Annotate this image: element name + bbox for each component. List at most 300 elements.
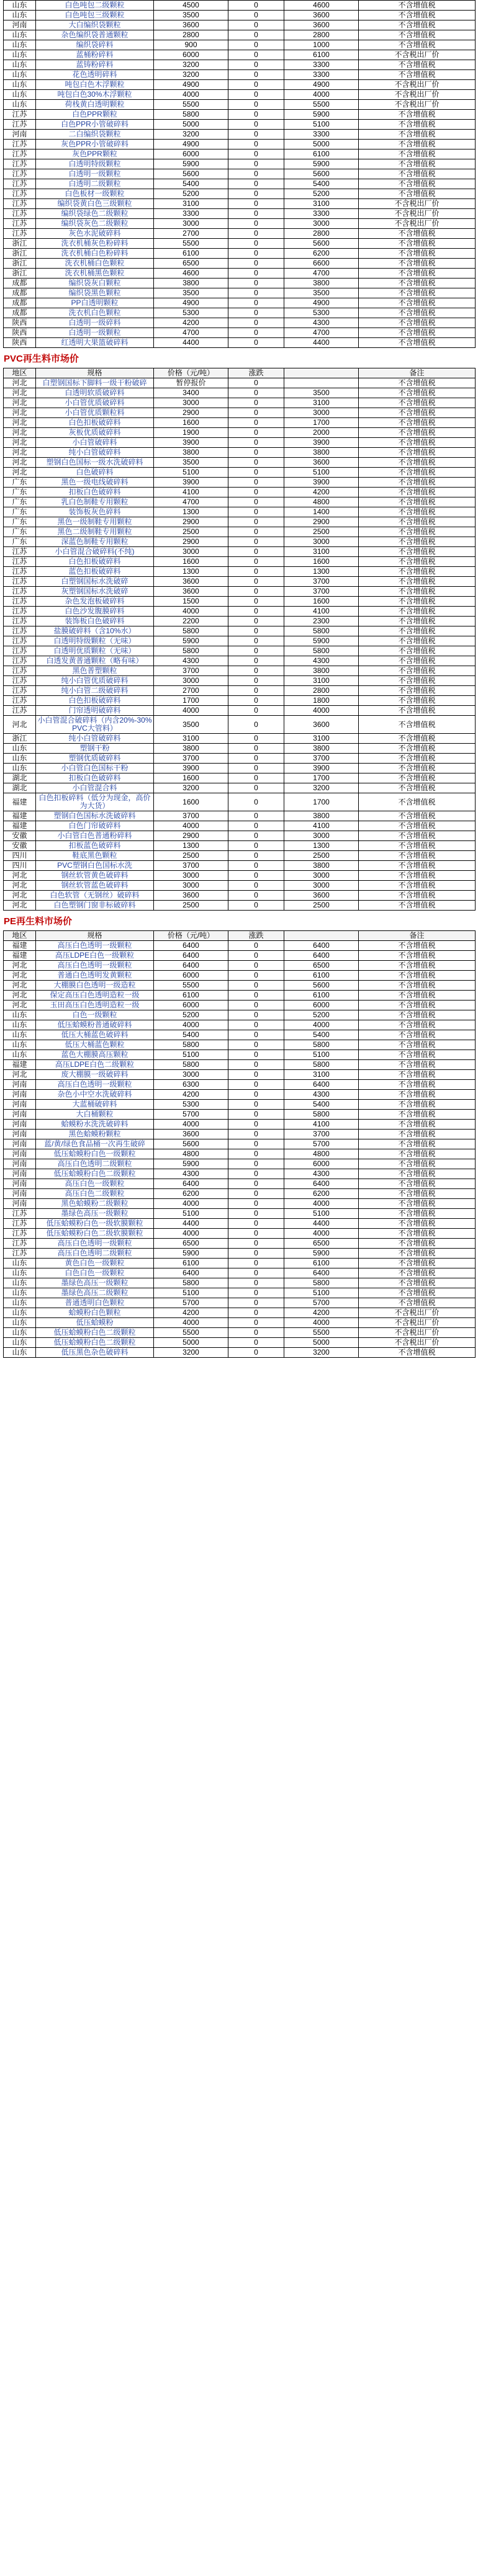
table-cell: 3700 [284,754,359,764]
table-cell: 1300 [154,567,228,577]
table-cell: 5400 [154,1030,228,1040]
table-cell: 不含增值税 [359,881,476,891]
table-cell: 3500 [284,388,359,398]
table-cell: 5800 [284,1040,359,1050]
table-cell: 不含增值税 [359,70,476,80]
table-row [4,1070,476,1080]
table-row [4,991,476,1001]
table-cell: 0 [228,666,284,676]
table-cell: 河北 [4,418,36,428]
table-cell: 不含增值税 [359,871,476,881]
table-row [4,1050,476,1060]
table-cell: 1600 [154,793,228,811]
table-cell: 成都 [4,308,36,318]
table-cell: 高压白色透明一级颗粒 [36,1080,154,1090]
table-cell: 不含增值税 [359,279,476,288]
table-row [4,1090,476,1100]
table-cell: 不含增值税 [359,547,476,557]
table-cell: 高压LDPE白色二级颗粒 [36,1060,154,1070]
table-cell: 3600 [284,20,359,30]
table-cell: 3300 [284,70,359,80]
table-cell: 不含增值税 [359,783,476,793]
table-cell: 3700 [154,666,228,676]
table-cell: 3800 [154,448,228,458]
table-cell: 不含税出厂价 [359,50,476,60]
table-row [4,239,476,249]
table-cell: 4000 [154,90,228,100]
table-cell: 不含增值税 [359,1209,476,1219]
table-cell: 5800 [154,1040,228,1050]
table-cell: 不含增值税 [359,1169,476,1179]
table-cell: 江苏 [4,199,36,209]
table-cell: 福建 [4,811,36,821]
table-cell: 成都 [4,288,36,298]
table-row [4,269,476,279]
table-cell: 1600 [284,557,359,567]
table-row [4,140,476,149]
table-cell: 不含增值税 [359,189,476,199]
table-cell: 4000 [284,706,359,716]
table-cell: 3800 [284,666,359,676]
table-cell: 门帘透明破碎料 [36,706,154,716]
table-cell: 不含增值税 [359,458,476,468]
table-cell: 5900 [154,1249,228,1259]
table-row [4,478,476,488]
table-cell: 0 [228,537,284,547]
table-cell: 不含增值税 [359,646,476,656]
table-cell: 不含增值税 [359,1070,476,1080]
table-row [4,686,476,696]
table-cell: 不含增值税 [359,1189,476,1199]
table-cell: 不含增值税 [359,851,476,861]
table-cell: 0 [228,1120,284,1130]
table-cell: 3800 [284,861,359,871]
table-cell: 小白管混合破碎料(不纯) [36,547,154,557]
table-cell: 高压LDPE白色一级颗粒 [36,951,154,961]
table-cell: 江苏 [4,189,36,199]
table-cell: 4200 [154,1308,228,1318]
table-cell: 福建 [4,1060,36,1070]
table-cell: 不含增值税 [359,1149,476,1159]
table-cell: 不含增值税 [359,1139,476,1149]
table-cell: 5600 [284,169,359,179]
table-cell: 3900 [154,764,228,773]
table-cell: 纯小白管二级破碎料 [36,686,154,696]
table-cell: 河南 [4,1090,36,1100]
table-cell: 3700 [284,577,359,587]
table-cell: 6200 [284,249,359,259]
table-cell: 0 [228,1040,284,1050]
table-cell: 不含增值税 [359,438,476,448]
table-cell: 5800 [154,626,228,636]
table-cell: 3200 [154,783,228,793]
table-cell: 不含增值税 [359,537,476,547]
table-cell: 浙江 [4,269,36,279]
table-cell: 0 [228,951,284,961]
table-row [4,298,476,308]
table-cell: 0 [228,488,284,497]
table-row [4,408,476,418]
table-cell [284,378,359,388]
table-cell: 3500 [154,11,228,20]
table-cell: 0 [228,418,284,428]
table-cell: 不含增值税 [359,40,476,50]
table-cell: 不含增值税 [359,1249,476,1259]
table-cell: 不含增值税 [359,179,476,189]
table-cell: 小白管破碎料 [36,438,154,448]
table-cell: 0 [228,11,284,20]
table-cell: 0 [228,279,284,288]
table-cell: 灰色水泥破碎料 [36,229,154,239]
table-cell: 0 [228,527,284,537]
table-cell: 0 [228,1189,284,1199]
table-cell: 3600 [154,20,228,30]
table-cell: 不含增值税 [359,1268,476,1278]
table-cell: 塑钢干粉 [36,744,154,754]
table-cell: 6200 [154,1189,228,1199]
table-cell: 4600 [154,269,228,279]
table-row [4,527,476,537]
table-cell: 2000 [284,428,359,438]
table-cell: 河北 [4,468,36,478]
table-cell: 4000 [154,1229,228,1239]
table-cell: 白透发黄普通颗粒（略有味） [36,656,154,666]
table-cell: 江苏 [4,1249,36,1259]
table-cell: 1000 [284,40,359,50]
table-cell: 江苏 [4,636,36,646]
table-cell: 3000 [154,547,228,557]
table-cell: 不含增值税 [359,567,476,577]
table-cell: 2900 [154,408,228,418]
table-cell: 不含增值税 [359,636,476,646]
table-row [4,773,476,783]
table-cell: 0 [228,861,284,871]
table-cell: 不含增值税 [359,229,476,239]
table-cell: 6100 [284,1259,359,1268]
table-row [4,831,476,841]
table-cell: 废大棚膜一级破碎料 [36,1070,154,1080]
table-cell: 6500 [154,1239,228,1249]
table-cell: 不含税出厂价 [359,80,476,90]
table-cell: 2900 [154,537,228,547]
table-cell: 不含增值税 [359,488,476,497]
table-cell: 不含增值税 [359,1288,476,1298]
table-cell: 河南 [4,1080,36,1090]
table-cell: 5100 [154,1209,228,1219]
table-cell: 3400 [154,388,228,398]
table-cell: 0 [228,1080,284,1090]
table-row [4,1268,476,1278]
table-cell: 0 [228,831,284,841]
table-cell: 6100 [154,249,228,259]
table-cell: 不含增值税 [359,1229,476,1239]
table-cell: 3200 [154,130,228,140]
table-cell: 不含增值税 [359,1259,476,1268]
table-cell: 4700 [284,328,359,338]
table-row [4,189,476,199]
table-row [4,981,476,991]
table-cell: 白透明特级颗粒 [36,159,154,169]
table-cell: 纯小白管破碎料 [36,448,154,458]
table-cell: 江苏 [4,120,36,130]
table-cell: 0 [228,851,284,861]
table-cell: 4000 [154,1318,228,1328]
price-section [0,348,478,911]
table-cell: 河北 [4,398,36,408]
table-cell: 3500 [284,288,359,298]
table-cell: 6400 [154,961,228,971]
table-cell: 不含增值税 [359,676,476,686]
table-cell: 河北 [4,448,36,458]
table-cell: 不含增值税 [359,1001,476,1010]
table-cell: 0 [228,1001,284,1010]
table-cell: 墨绿色高压一级颗粒 [36,1209,154,1219]
table-cell: 0 [228,1278,284,1288]
table-cell: 4200 [154,318,228,328]
table-cell: 蓝色大棚膜高压颗粒 [36,1050,154,1060]
table-cell: 6400 [284,1179,359,1189]
table-cell: 浙江 [4,734,36,744]
table-cell: 黑色一级电线破碎料 [36,478,154,488]
table-cell: 黑色二级制鞋专用颗粒 [36,527,154,537]
table-cell: 0 [228,706,284,716]
table-cell: 0 [228,1229,284,1239]
table-row [4,1010,476,1020]
table-cell: 江苏 [4,159,36,169]
table-cell: 黑色普塑颗粒 [36,666,154,676]
table-cell: 3600 [284,716,359,734]
table-cell: 6000 [284,1159,359,1169]
table-cell: 河北 [4,378,36,388]
table-cell: 4800 [284,1149,359,1159]
table-cell: 6400 [284,1080,359,1090]
table-cell: 6100 [154,991,228,1001]
table-cell: 低压蛤蟆粉白色二级颗粒 [36,1169,154,1179]
table-row [4,696,476,706]
table-cell: 1600 [154,418,228,428]
table-cell: 钢丝软管蓝色破碎料 [36,881,154,891]
table-cell: 不含增值税 [359,338,476,348]
table-cell: 不含增值税 [359,1100,476,1110]
table-cell: 3700 [154,754,228,764]
table-row [4,418,476,428]
table-cell: 0 [228,179,284,189]
table-cell: 杂色编织袋普通颗粒 [36,30,154,40]
table-cell: 江苏 [4,179,36,189]
table-cell: 不含增值税 [359,831,476,841]
table-cell: 不含增值税 [359,1219,476,1229]
table-cell: 5500 [154,981,228,991]
table-cell: 4300 [284,318,359,328]
table-row [4,716,476,734]
table-row [4,1130,476,1139]
table-row [4,617,476,626]
table-cell: 山东 [4,1308,36,1318]
table-cell: 不含增值税 [359,30,476,40]
table-cell: 0 [228,1020,284,1030]
table-cell: 白透明二级颗粒 [36,179,154,189]
table-cell: 1600 [154,557,228,567]
table-row [4,656,476,666]
table-cell: 山东 [4,1328,36,1338]
table-cell: 不含增值税 [359,1110,476,1120]
table-cell: 江苏 [4,676,36,686]
table-cell: 3200 [284,783,359,793]
table-row [4,288,476,298]
table-cell: 0 [228,1060,284,1070]
table-cell: 6000 [154,971,228,981]
price-section [0,911,478,1358]
table-cell: 扣板蓝色破碎料 [36,841,154,851]
column-header: 价格（元/吨） [154,931,228,941]
table-cell: 荷栈黄白透明颗粒 [36,100,154,110]
table-cell: 河南 [4,1169,36,1179]
table-cell: 0 [228,1149,284,1159]
table-cell: 不含增值税 [359,527,476,537]
table-cell: 0 [228,881,284,891]
table-cell: 山东 [4,1268,36,1278]
table-cell: 5100 [284,1050,359,1060]
table-cell: 江苏 [4,1239,36,1249]
table-row [4,1159,476,1169]
table-row [4,120,476,130]
table-cell: 4000 [154,607,228,617]
table-cell: 江苏 [4,587,36,597]
table-cell: 0 [228,686,284,696]
table-row [4,259,476,269]
table-cell: 5200 [284,1010,359,1020]
table-row [4,764,476,773]
table-cell: 福建 [4,821,36,831]
table-row [4,1149,476,1159]
column-header [284,368,359,378]
table-row [4,1179,476,1189]
table-cell: 不含增值税 [359,398,476,408]
table-cell: 大蓝桶破碎料 [36,1100,154,1110]
table-cell: 6400 [284,941,359,951]
table-cell: 江苏 [4,607,36,617]
table-cell: 河南 [4,1159,36,1169]
table-cell: 高压白色一级颗粒 [36,1179,154,1189]
table-row [4,851,476,861]
table-row [4,110,476,120]
table-row [4,1328,476,1338]
table-cell: 5100 [284,120,359,130]
table-cell: 0 [228,448,284,458]
table-cell: 不含增值税 [359,991,476,1001]
table-cell: 0 [228,30,284,40]
table-row [4,1308,476,1318]
table-row [4,1020,476,1030]
table-cell: 0 [228,646,284,656]
table-cell: 3100 [284,398,359,408]
table-cell: 河南 [4,1120,36,1130]
table-cell: 不含增值税 [359,764,476,773]
table-cell: 0 [228,656,284,666]
table-cell: 5800 [154,646,228,656]
table-cell: 1300 [284,567,359,577]
table-cell: 河南 [4,1110,36,1120]
table-cell: 低压黑色杂色破碎料 [36,1348,154,1358]
table-row [4,793,476,811]
table-cell: 不含增值税 [359,110,476,120]
table-cell: 不含增值税 [359,20,476,30]
table-cell: 3200 [154,1348,228,1358]
table-cell: 白色扣板破碎料 [36,418,154,428]
table-cell: 4400 [284,1219,359,1229]
table-cell: 蛤蟆粉水洗洗破碎料 [36,1120,154,1130]
table-cell: 3200 [284,1348,359,1358]
table-cell: 不含增值税 [359,981,476,991]
table-cell: 6000 [154,149,228,159]
table-cell: 2800 [284,229,359,239]
table-cell: 江苏 [4,229,36,239]
table-cell: 不含增值税 [359,239,476,249]
table-cell: 蓝色扣板破碎料 [36,567,154,577]
table-cell: 1300 [284,841,359,851]
table-cell: 不含增值税 [359,744,476,754]
table-cell: 0 [228,1239,284,1249]
table-cell: 不含增值税 [359,149,476,159]
table-cell: 不含增值税 [359,249,476,259]
table-row [4,557,476,567]
table-row [4,1209,476,1219]
table-cell: 塑钢白色国标一级水洗破碎料 [36,458,154,468]
table-row [4,428,476,438]
table-cell: 0 [228,1139,284,1149]
table-cell: 山东 [4,744,36,754]
table-cell: 不含增值税 [359,468,476,478]
table-cell: 高压白色透明二级颗粒 [36,1249,154,1259]
table-cell: 河北 [4,428,36,438]
table-cell: 白色吨包三级颗粒 [36,11,154,20]
table-cell: 3700 [284,1130,359,1139]
table-cell: 5200 [154,1010,228,1020]
table-cell: 江苏 [4,1209,36,1219]
table-cell: 浙江 [4,239,36,249]
column-header: 涨跌 [228,931,284,941]
table-cell: 装饰板白色破碎料 [36,617,154,626]
table-cell: 山东 [4,1050,36,1060]
table-cell: 白透明软质破碎料 [36,388,154,398]
table-cell: 不含增值税 [359,1278,476,1288]
table-row [4,607,476,617]
table-cell: 江苏 [4,706,36,716]
table-cell: 白塑钢国标下脚料一级干粉破碎 [36,378,154,388]
table-row [4,199,476,209]
table-cell: 0 [228,1259,284,1268]
table-cell: 江苏 [4,557,36,567]
table-cell: 2300 [284,617,359,626]
table-cell: 6100 [284,149,359,159]
table-cell: 0 [228,497,284,507]
table-cell: 低压蛤蟆粉白色二级颗粒 [36,1328,154,1338]
table-cell: 0 [228,1328,284,1338]
column-header: 规格 [36,931,154,941]
table-cell: 2800 [154,30,228,40]
table-cell: 0 [228,398,284,408]
table-cell: 0 [228,60,284,70]
table-cell: 0 [228,901,284,911]
table-cell: 0 [228,567,284,577]
table-cell: 3800 [284,744,359,754]
table-cell: 江苏 [4,209,36,219]
table-row [4,1338,476,1348]
table-cell: 江苏 [4,567,36,577]
table-cell: 6300 [154,1080,228,1090]
table-row [4,676,476,686]
table-cell: 山东 [4,100,36,110]
